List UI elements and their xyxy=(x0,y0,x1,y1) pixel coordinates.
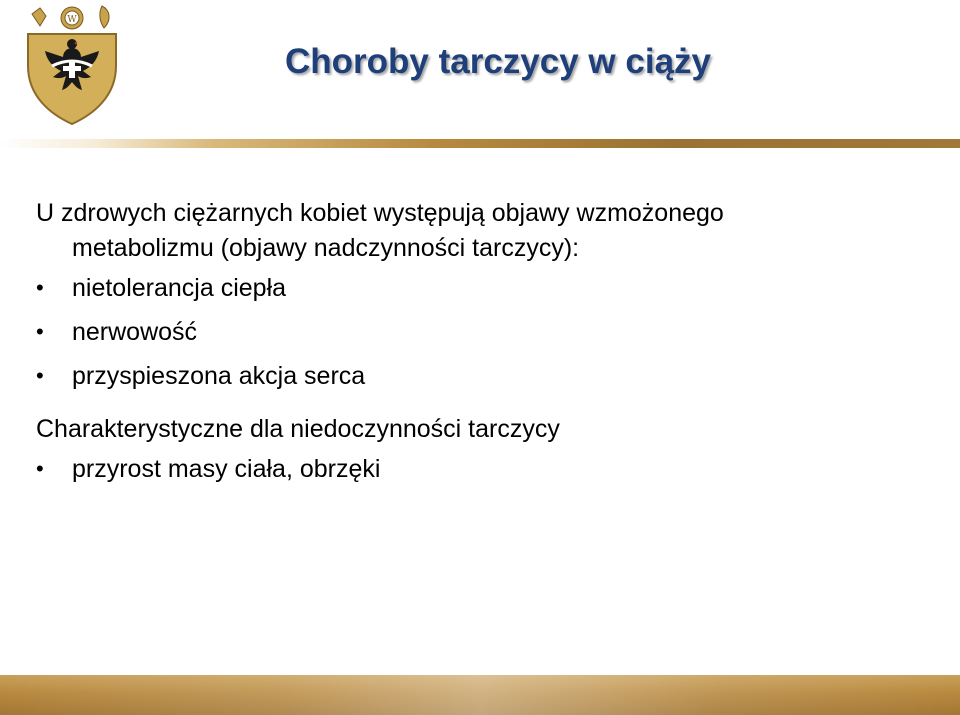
symptom-list-hyper xyxy=(36,266,936,398)
bullet-icon: • xyxy=(36,456,44,481)
footer-band xyxy=(0,675,960,715)
intro-line-2: metabolizmu (objawy nadczynności tarczycy): xyxy=(72,234,580,262)
page-title: Choroby tarczycy w ciąży xyxy=(285,42,711,81)
list-item: • przyrost masy ciała, obrzęki xyxy=(36,447,936,491)
bullet-icon: • xyxy=(36,275,44,300)
intro-paragraph xyxy=(36,196,936,266)
svg-text:W: W xyxy=(67,15,77,25)
list-item: • nerwowość xyxy=(36,310,936,354)
bullet-icon: • xyxy=(36,319,44,344)
symptom-list-hypo xyxy=(36,447,936,491)
list-item: • nietolerancja ciepła xyxy=(36,266,936,310)
intro-line-1: U zdrowych ciężarnych kobiet występują objawy wzmożonego xyxy=(36,199,724,227)
list-item: • przyspieszona akcja serca xyxy=(36,354,936,398)
bullet-icon: • xyxy=(36,363,44,388)
header-divider xyxy=(0,139,960,148)
university-crest-icon xyxy=(22,4,122,126)
slide-content xyxy=(36,196,936,491)
section-2-title: Charakterystyczne dla niedoczynności tarczycy xyxy=(36,415,560,443)
